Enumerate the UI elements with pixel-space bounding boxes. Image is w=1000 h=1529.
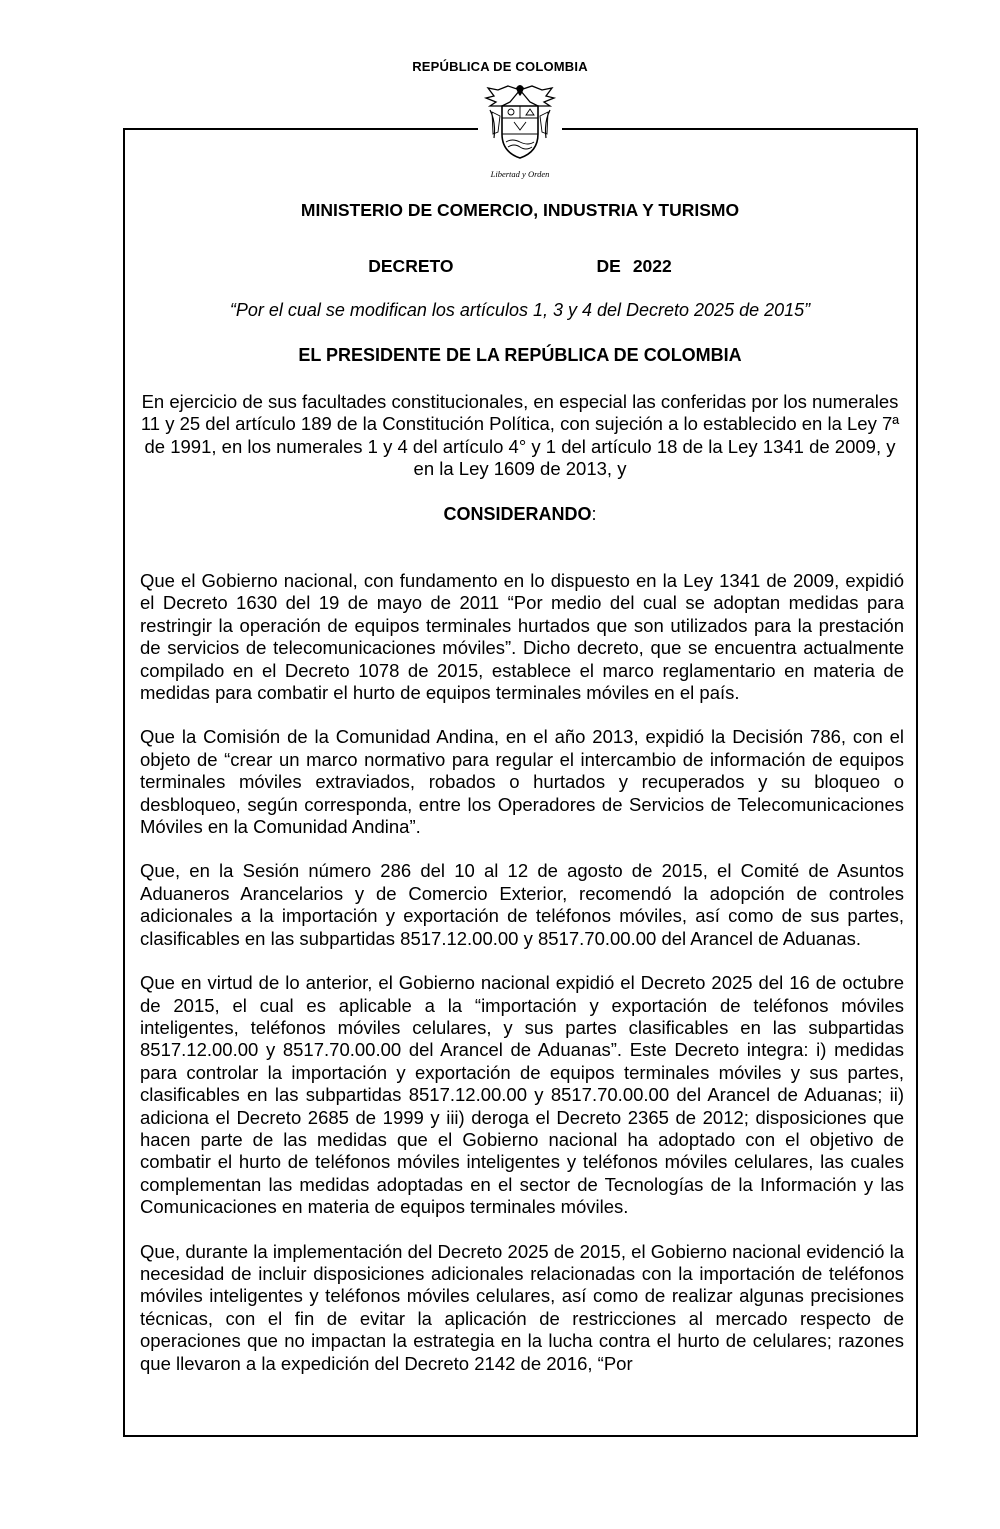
paragraph: Que la Comisión de la Comunidad Andina, en el año 2013, expidió la Decisión 786, con el objeto de “crear un marco normativo para regular el intercambio de información de equipos terminales móviles extraviados, robados o hurtados y recuperados y su bloqueo o desbloqueo, según corresponda, entre los Operadores de Servicios de Telecomunicaciones Móviles en la Comunidad Andina”. (140, 726, 904, 838)
decree-de: DE (596, 256, 621, 276)
frame-border-bottom (123, 1435, 918, 1437)
decree-heading (125, 256, 915, 277)
president-heading: EL PRESIDENTE DE LA REPÚBLICA DE COLOMBIA (298, 345, 742, 365)
seal-motto: Libertad y Orden (490, 169, 550, 179)
frame-border-top-right (562, 128, 918, 130)
paragraph: Que, en la Sesión número 286 del 10 al 12 de agosto de 2015, el Comité de Asuntos Aduaneros Arancelarios y de Comercio Exterior, recomendó la adopción de controles adicionales a la importación y exportación de teléfonos móviles, así como de sus partes, clasificables en las subpartidas 8517.12.00.00 y 8517.70.00.00 del Arancel de Aduanas. (140, 860, 904, 949)
paragraph: Que el Gobierno nacional, con fundamento en lo dispuesto en la Ley 1341 de 2009, expidió el Decreto 1630 del 19 de mayo de 2011 “Por medio del cual se adoptan medidas para restringir la operación de equipos terminales hurtados que son utilizados para la prestación de servicios de telecomunicaciones móviles”. Dicho decreto, que se encuentra actualmente compilado en el Decreto 1078 de 2015, establece el marco reglamentario en materia de medidas para combatir el hurto de equipos terminales móviles en el país. (140, 570, 904, 704)
frame-border-left (123, 128, 125, 1436)
considering-colon: : (591, 504, 597, 524)
paragraph: Que, durante la implementación del Decreto 2025 de 2015, el Gobierno nacional evidenció la necesidad de incluir disposiciones adicionales relacionadas con la importación de teléfonos móviles inteligentes y teléfonos móviles celulares, así como de realizar algunas precisiones técnicas, con el fin de evitar la aplicación de restricciones al mercado respecto de operaciones que no impactan la estrategia en la lucha contra el hurto de celulares; razones que llevaron a la expedición del Decreto 2142 de 2016, “Por (140, 1240, 904, 1374)
frame-border-right (916, 128, 918, 1436)
paragraph: Que en virtud de lo anterior, el Gobierno nacional expidió el Decreto 2025 del 16 de octubre de 2015, el cual es aplicable a la “importación y exportación de teléfonos móviles inteligentes, teléfonos móviles celulares, y sus partes clasificables en las subpartidas 8517.12.00.00 y 8517.70.00.00 del Arancel de Aduanas”. Este Decreto integra: i) medidas para controlar la importación y exportación de equipos terminales móviles y sus partes, clasificables en las subpartidas 8517.12.00.00 y 8517.70.00.00 del Arancel de Aduanas; ii) adiciona el Decreto 2685 de 1999 y iii) deroga el Decreto 2365 de 2012; disposiciones que hacen parte de las medidas que el Gobierno nacional ha adoptado con el objetivo de combatir el hurto de teléfonos móviles inteligentes y teléfonos móviles celulares, las cuales complementan las medidas adoptadas en el sector de Tecnologías de la Información y las Comunicaciones en materia de equipos terminales móviles. (140, 972, 904, 1218)
considering-label: CONSIDERANDO (443, 504, 592, 524)
considering-heading (125, 504, 915, 525)
decree-epigraph: “Por el cual se modifican los artículos 1, 3 y 4 del Decreto 2025 de 2015” (229, 300, 811, 320)
ministry-title: MINISTERIO DE COMERCIO, INDUSTRIA Y TURISMO (300, 200, 740, 220)
country-heading: REPÚBLICA DE COLOMBIA (412, 59, 588, 74)
decree-year: 2022 (632, 256, 672, 276)
decree-label: DECRETO (368, 256, 454, 276)
considerations-body (140, 570, 904, 1397)
coat-of-arms-seal (480, 82, 560, 182)
frame-border-top-left (123, 128, 478, 130)
powers-paragraph: En ejercicio de sus facultades constitucionales, en especial las conferidas por los numerales 11 y 25 del artículo 189 de la Constitución Política, con sujeción a lo establecido en la Ley 7ª de 1991, en los numerales 1 y 4 del artículo 4° y 1 del artículo 18 de la Ley 1341 de 2009, y en la Ley 1609 de 2013, y (140, 391, 900, 480)
